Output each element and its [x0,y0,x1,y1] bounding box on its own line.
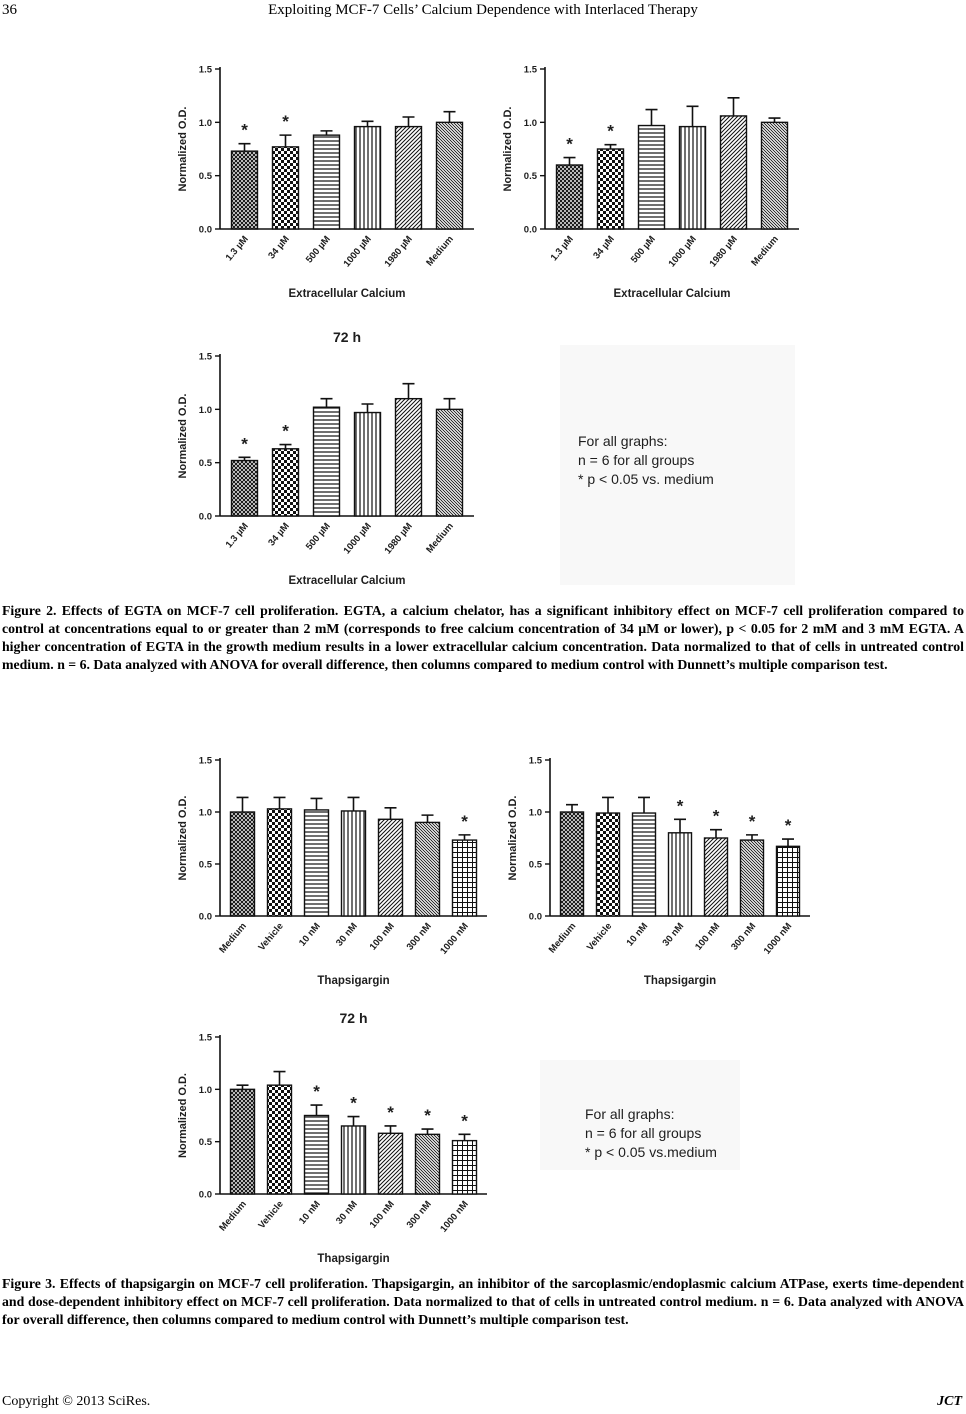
y-tick-label: 1.5 [528,755,542,767]
bar [597,813,620,916]
y-axis-label: Normalized O.D. [507,795,519,881]
x-tick-label: 100 nM [367,920,397,953]
error-bar [459,1134,471,1140]
bar [273,449,299,516]
y-tick-label: 0.0 [198,1189,212,1201]
figure3-chart-a [170,750,470,985]
x-axis-label: Extracellular Calcium [613,288,731,300]
bar [314,135,340,229]
y-tick-label: 1.0 [198,117,212,129]
bar [231,812,255,916]
figure2-note [578,432,714,489]
y-tick-label: 1.5 [198,1032,212,1044]
error-bar [403,384,415,399]
x-tick-label: 300 nM [404,1198,434,1231]
error-bar [348,1117,360,1126]
x-tick-label: 10 nM [297,920,323,949]
x-tick-label: Medium [424,233,456,269]
running-head [0,0,966,24]
y-tick-label: 0.5 [198,171,212,183]
bar [437,409,463,516]
bar [231,1089,255,1194]
x-tick-label: 1.3 µM [548,233,576,264]
x-tick-label: 1.3 µM [223,233,251,264]
figure2-chart-c [170,322,470,590]
error-bar [782,839,794,846]
error-bar [746,835,758,840]
bar [705,838,728,916]
bar [305,810,329,916]
chart-title: 72 h [332,329,362,345]
x-tick-label: 30 nM [334,920,360,949]
y-tick-label: 1.0 [528,807,542,819]
figure3-chart-b [507,750,800,987]
bar [396,399,422,516]
x-tick-label: 1000 nM [438,920,471,957]
error-bar [564,158,576,165]
y-tick-label: 0.5 [198,859,212,871]
figure3-chart-c [170,1003,471,1265]
bar [598,149,624,229]
note-line: For all graphs: [578,433,668,449]
chart-svg [495,55,795,305]
y-tick-label: 1.5 [198,64,212,76]
x-axis-label: Thapsigargin [643,975,717,987]
error-bar [422,815,434,822]
y-tick-label: 1.5 [198,351,212,363]
bar [453,840,477,916]
bar [416,1134,440,1194]
x-tick-label: 34 µM [266,520,292,549]
chart-title: 72 h [339,1010,368,1026]
error-bar [602,797,614,813]
bar [437,122,463,229]
error-bar [239,144,251,151]
y-axis-label: Normalized O.D. [177,393,189,479]
bar [232,461,258,516]
significance-marker: * [748,811,756,831]
chart-svg [170,322,470,590]
bar [741,840,764,916]
error-bar [274,1072,286,1086]
bar [721,116,747,229]
x-tick-label: 500 µM [303,520,333,553]
bar [379,819,403,916]
journal-abbrev: JCT [937,1394,962,1409]
significance-marker: * [461,1111,468,1131]
x-tick-label: 1000 µM [666,233,699,270]
note-line: For all graphs: [585,1106,675,1122]
error-bar [710,830,722,838]
error-bar [728,98,740,116]
x-tick-label: 34 µM [591,233,617,262]
note-line: * p < 0.05 vs.medium [585,1144,717,1160]
y-tick-label: 0.0 [198,511,212,523]
bar [561,812,584,916]
x-tick-label: 300 nM [404,920,434,953]
error-bar [280,135,292,147]
bar [416,822,440,916]
running-title: Exploiting MCF-7 Cells’ Calcium Dependence with Interlaced Therapy [268,2,698,18]
x-tick-label: 30 nM [660,920,687,949]
x-tick-label: 10 nM [624,920,651,949]
y-tick-label: 0.5 [198,458,212,470]
figure2-caption-text: Effects of EGTA on MCF-7 cell proliferation. EGTA, a calcium chelator, has a significant inhibitory effect on MCF-7 cell proliferation compared to control at concentrations equal to or greater than 2 mM (corresponds to free calcium concentration of 34 µM or lower), p < 0.05 for 2 mM and 3 mM EGTA. A higher concentration of EGTA in the growth medium results in a lower extracellular calcium concentration. Data normalized to that of cells in untreated control medium. n = 6. Data analyzed with ANOVA for overall difference, then columns compared to medium control with Dunnett’s multiple comparison test. [2,603,964,672]
bar [268,1085,292,1194]
bar [355,413,381,516]
y-tick-label: 0.0 [198,224,212,236]
y-tick-label: 1.0 [198,1084,212,1096]
bar [268,809,292,916]
error-bar [403,117,415,127]
y-tick-label: 1.0 [198,807,212,819]
bar [633,813,656,916]
x-tick-label: 1000 µM [341,520,374,557]
significance-marker: * [784,816,792,836]
error-bar [385,1126,397,1133]
bar [777,846,800,916]
bar [273,147,299,229]
y-axis-label: Normalized O.D. [177,106,189,192]
error-bar [687,106,699,126]
bar [557,165,583,229]
chart-svg [170,55,470,305]
bar [762,122,788,229]
significance-marker: * [241,434,248,454]
x-tick-label: Medium [217,920,249,956]
x-axis-label: Thapsigargin [317,1253,390,1265]
error-bar [321,399,333,408]
x-tick-label: 30 nM [334,1198,360,1227]
x-tick-label: 1000 nM [761,920,795,957]
y-tick-label: 0.0 [198,911,212,923]
chart-svg [507,750,800,987]
x-tick-label: Medium [217,1198,249,1234]
x-axis-label: Extracellular Calcium [288,575,406,587]
x-tick-label: 1000 µM [341,233,374,270]
significance-marker: * [424,1106,431,1126]
significance-marker: * [461,811,468,831]
x-tick-label: Vehicle [584,920,615,954]
note-line: * p < 0.05 vs. medium [578,471,714,487]
bar [314,407,340,516]
error-bar [566,805,578,812]
y-tick-label: 0.5 [523,171,537,183]
bar [453,1141,477,1194]
x-tick-label: 300 nM [729,920,759,953]
bar [342,1126,366,1194]
x-tick-label: 1980 µM [382,233,415,270]
x-tick-label: 1.3 µM [223,520,251,551]
x-tick-label: 100 nM [367,1198,397,1231]
bar [396,127,422,229]
x-tick-label: 1980 µM [707,233,740,270]
significance-marker: * [387,1102,394,1122]
note-line: n = 6 for all groups [585,1125,702,1141]
error-bar [348,797,360,811]
significance-marker: * [313,1082,320,1102]
error-bar [638,797,650,813]
note-line: n = 6 for all groups [578,452,695,468]
x-tick-label: Medium [424,520,456,556]
figure3-caption-text: Effects of thapsigargin on MCF-7 cell proliferation. Thapsigargin, an inhibitor of the sarcoplasmic/endoplasmic calcium ATPase, exerts time-dependent and dose-dependent inhibitory effect on MCF-7 cell proliferation. Data normalized to that of cells in untreated control medium. n = 6. Data analyzed with ANOVA for overall difference, then columns compared to medium control with Dunnett’s multiple comparison test. [2,1276,964,1327]
error-bar [385,808,397,819]
error-bar [459,835,471,840]
figure2-caption [2,602,964,674]
chart-svg [170,1003,471,1265]
significance-marker: * [566,134,573,154]
x-tick-label: 1980 µM [382,520,415,557]
x-axis-label: Extracellular Calcium [288,288,406,300]
y-tick-label: 1.0 [523,117,537,129]
x-tick-label: 500 µM [628,233,658,266]
x-tick-label: Medium [749,233,781,269]
y-tick-label: 1.5 [523,64,537,76]
error-bar [444,112,456,123]
figure2-caption-label: Figure 2. [2,603,57,618]
significance-marker: * [282,112,289,132]
y-tick-label: 0.5 [198,1137,212,1149]
x-tick-label: Medium [546,920,579,956]
x-axis-label: Thapsigargin [317,975,390,987]
significance-marker: * [241,120,248,140]
y-tick-label: 0.5 [528,859,542,871]
error-bar [311,798,323,809]
bar [379,1133,403,1194]
figure3-caption-label: Figure 3. [2,1276,56,1291]
bar [669,833,692,916]
bar [342,811,366,916]
figure2-chart-a [170,55,470,305]
y-tick-label: 1.5 [198,755,212,767]
x-tick-label: 34 µM [266,233,292,262]
error-bar [362,121,374,126]
bar [680,127,706,229]
x-tick-label: Vehicle [256,920,286,954]
error-bar [646,110,658,126]
significance-marker: * [607,121,614,141]
copyright: Copyright © 2013 SciRes. [2,1394,151,1409]
error-bar [674,819,686,833]
bar [232,151,258,229]
x-tick-label: 1000 nM [438,1198,471,1235]
figure3-note [585,1105,717,1162]
page-number: 36 [2,2,17,18]
bar [305,1116,329,1195]
y-tick-label: 1.0 [198,404,212,416]
error-bar [362,404,374,413]
y-axis-label: Normalized O.D. [502,106,514,192]
y-axis-label: Normalized O.D. [177,1073,189,1158]
chart-svg [170,750,470,985]
y-axis-label: Normalized O.D. [177,795,189,881]
significance-marker: * [282,421,289,441]
figure3-caption [2,1275,964,1329]
y-tick-label: 0.0 [523,224,537,236]
error-bar [274,797,286,808]
x-tick-label: 10 nM [297,1198,323,1227]
bar [355,127,381,229]
x-tick-label: 100 nM [693,920,723,953]
figure2-chart-b [495,55,795,305]
error-bar [444,399,456,410]
significance-marker: * [712,806,720,826]
error-bar [237,797,249,812]
significance-marker: * [350,1093,357,1113]
x-tick-label: 500 µM [303,233,333,266]
error-bar [311,1105,323,1115]
bar [639,126,665,229]
x-tick-label: Vehicle [256,1198,286,1232]
error-bar [422,1129,434,1134]
significance-marker: * [676,796,684,816]
y-tick-label: 0.0 [528,911,542,923]
